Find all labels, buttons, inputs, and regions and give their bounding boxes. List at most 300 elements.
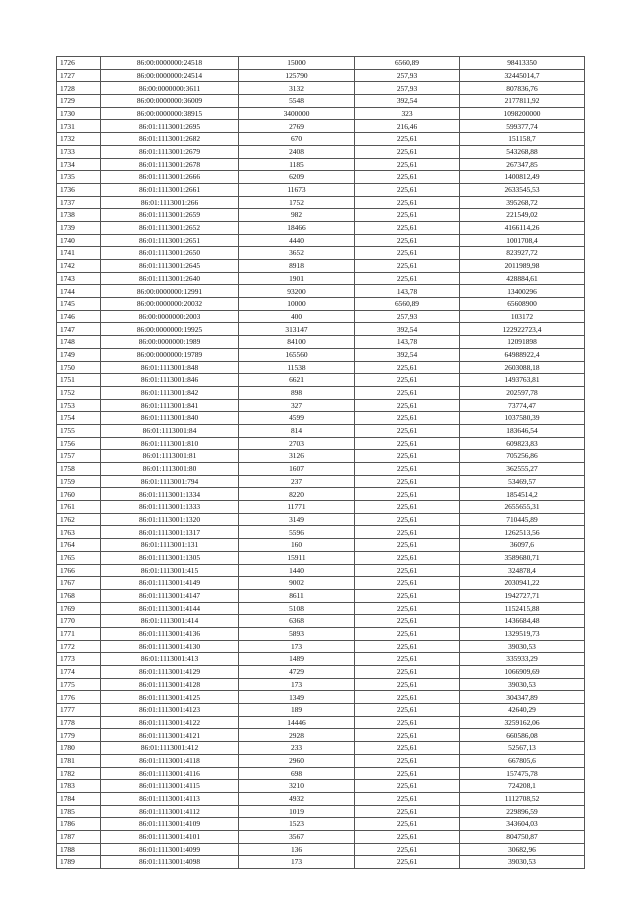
row-number-cell: 1727 xyxy=(57,69,101,82)
total-cell: 1493763,81 xyxy=(460,374,585,387)
row-number-cell: 1767 xyxy=(57,577,101,590)
table-row xyxy=(57,805,585,818)
cadastral-number-cell: 86:01:1113001:413 xyxy=(101,653,239,666)
table-row xyxy=(57,615,585,628)
table-row xyxy=(57,82,585,95)
table-row xyxy=(57,666,585,679)
cadastral-number-cell: 86:01:1113001:1334 xyxy=(101,488,239,501)
price-cell: 225,61 xyxy=(355,437,460,450)
total-cell: 660586,08 xyxy=(460,729,585,742)
price-cell: 225,61 xyxy=(355,196,460,209)
price-cell: 225,61 xyxy=(355,475,460,488)
quantity-cell: 189 xyxy=(239,704,355,717)
table-row xyxy=(57,234,585,247)
table-row xyxy=(57,374,585,387)
quantity-cell: 3567 xyxy=(239,830,355,843)
cadastral-number-cell: 86:01:1113001:412 xyxy=(101,742,239,755)
total-cell: 3259162,06 xyxy=(460,716,585,729)
cadastral-number-cell: 86:01:1113001:2652 xyxy=(101,221,239,234)
quantity-cell: 3149 xyxy=(239,513,355,526)
quantity-cell: 6368 xyxy=(239,615,355,628)
row-number-cell: 1733 xyxy=(57,145,101,158)
price-cell: 225,61 xyxy=(355,754,460,767)
price-cell: 225,61 xyxy=(355,488,460,501)
cadastral-number-cell: 86:01:1113001:4121 xyxy=(101,729,239,742)
cadastral-number-cell: 86:00:0000000:19925 xyxy=(101,323,239,336)
table-row xyxy=(57,792,585,805)
row-number-cell: 1769 xyxy=(57,602,101,615)
total-cell: 823927,72 xyxy=(460,247,585,260)
quantity-cell: 6621 xyxy=(239,374,355,387)
quantity-cell: 1019 xyxy=(239,805,355,818)
total-cell: 53469,57 xyxy=(460,475,585,488)
row-number-cell: 1761 xyxy=(57,501,101,514)
quantity-cell: 173 xyxy=(239,640,355,653)
table-row xyxy=(57,551,585,564)
price-cell: 225,61 xyxy=(355,539,460,552)
total-cell: 221549,02 xyxy=(460,209,585,222)
price-cell: 225,61 xyxy=(355,501,460,514)
quantity-cell: 93200 xyxy=(239,285,355,298)
table-row xyxy=(57,463,585,476)
total-cell: 52567,13 xyxy=(460,742,585,755)
total-cell: 543268,88 xyxy=(460,145,585,158)
row-number-cell: 1786 xyxy=(57,818,101,831)
row-number-cell: 1752 xyxy=(57,386,101,399)
total-cell: 12091898 xyxy=(460,336,585,349)
total-cell: 229896,59 xyxy=(460,805,585,818)
quantity-cell: 3210 xyxy=(239,780,355,793)
row-number-cell: 1738 xyxy=(57,209,101,222)
cadastral-number-cell: 86:01:1113001:1333 xyxy=(101,501,239,514)
table-row xyxy=(57,221,585,234)
table-row xyxy=(57,69,585,82)
cadastral-number-cell: 86:01:1113001:81 xyxy=(101,450,239,463)
cadastral-number-cell: 86:01:1113001:2661 xyxy=(101,183,239,196)
quantity-cell: 3400000 xyxy=(239,107,355,120)
quantity-cell: 2703 xyxy=(239,437,355,450)
row-number-cell: 1739 xyxy=(57,221,101,234)
row-number-cell: 1760 xyxy=(57,488,101,501)
cadastral-number-cell: 86:01:1113001:842 xyxy=(101,386,239,399)
quantity-cell: 1752 xyxy=(239,196,355,209)
table-row xyxy=(57,742,585,755)
cadastral-number-cell: 86:01:1113001:4149 xyxy=(101,577,239,590)
table-row xyxy=(57,133,585,146)
quantity-cell: 237 xyxy=(239,475,355,488)
row-number-cell: 1771 xyxy=(57,627,101,640)
price-cell: 225,61 xyxy=(355,742,460,755)
row-number-cell: 1782 xyxy=(57,767,101,780)
quantity-cell: 125790 xyxy=(239,69,355,82)
total-cell: 343604,03 xyxy=(460,818,585,831)
total-cell: 599377,74 xyxy=(460,120,585,133)
price-cell: 225,61 xyxy=(355,640,460,653)
cadastral-number-cell: 86:01:1113001:4136 xyxy=(101,627,239,640)
total-cell: 98413350 xyxy=(460,57,585,70)
total-cell: 2177811,92 xyxy=(460,95,585,108)
cadastral-number-cell: 86:01:1113001:414 xyxy=(101,615,239,628)
row-number-cell: 1773 xyxy=(57,653,101,666)
table-row xyxy=(57,247,585,260)
row-number-cell: 1737 xyxy=(57,196,101,209)
price-cell: 225,61 xyxy=(355,792,460,805)
table-body xyxy=(57,57,585,869)
row-number-cell: 1755 xyxy=(57,424,101,437)
total-cell: 1854514,2 xyxy=(460,488,585,501)
quantity-cell: 898 xyxy=(239,386,355,399)
cadastral-number-cell: 86:01:1113001:794 xyxy=(101,475,239,488)
cadastral-number-cell: 86:01:1113001:4113 xyxy=(101,792,239,805)
table-row xyxy=(57,602,585,615)
price-cell: 392,54 xyxy=(355,95,460,108)
row-number-cell: 1743 xyxy=(57,272,101,285)
price-cell: 225,61 xyxy=(355,221,460,234)
table-row xyxy=(57,627,585,640)
row-number-cell: 1726 xyxy=(57,57,101,70)
table-row xyxy=(57,437,585,450)
cadastral-number-cell: 86:01:1113001:1305 xyxy=(101,551,239,564)
quantity-cell: 2928 xyxy=(239,729,355,742)
table-row xyxy=(57,285,585,298)
total-cell: 267347,85 xyxy=(460,158,585,171)
cadastral-number-cell: 86:00:0000000:3611 xyxy=(101,82,239,95)
cadastral-number-cell: 86:01:1113001:84 xyxy=(101,424,239,437)
quantity-cell: 160 xyxy=(239,539,355,552)
table-row xyxy=(57,704,585,717)
quantity-cell: 1607 xyxy=(239,463,355,476)
table-row xyxy=(57,399,585,412)
cadastral-number-cell: 86:01:1113001:415 xyxy=(101,564,239,577)
total-cell: 202597,78 xyxy=(460,386,585,399)
price-cell: 225,61 xyxy=(355,767,460,780)
quantity-cell: 136 xyxy=(239,843,355,856)
total-cell: 151158,7 xyxy=(460,133,585,146)
price-cell: 225,61 xyxy=(355,589,460,602)
total-cell: 1436684,48 xyxy=(460,615,585,628)
price-cell: 225,61 xyxy=(355,526,460,539)
quantity-cell: 173 xyxy=(239,856,355,869)
table-row xyxy=(57,818,585,831)
row-number-cell: 1785 xyxy=(57,805,101,818)
quantity-cell: 8220 xyxy=(239,488,355,501)
quantity-cell: 11771 xyxy=(239,501,355,514)
row-number-cell: 1780 xyxy=(57,742,101,755)
table-row xyxy=(57,412,585,425)
total-cell: 103172 xyxy=(460,310,585,323)
quantity-cell: 1185 xyxy=(239,158,355,171)
cadastral-number-cell: 86:01:1113001:1320 xyxy=(101,513,239,526)
row-number-cell: 1745 xyxy=(57,298,101,311)
total-cell: 2011989,98 xyxy=(460,260,585,273)
total-cell: 2655655,31 xyxy=(460,501,585,514)
cadastral-number-cell: 86:00:0000000:12991 xyxy=(101,285,239,298)
total-cell: 73774,47 xyxy=(460,399,585,412)
price-cell: 225,61 xyxy=(355,856,460,869)
cadastral-number-cell: 86:01:1113001:4130 xyxy=(101,640,239,653)
row-number-cell: 1779 xyxy=(57,729,101,742)
row-number-cell: 1775 xyxy=(57,678,101,691)
row-number-cell: 1749 xyxy=(57,348,101,361)
cadastral-number-cell: 86:01:1113001:4122 xyxy=(101,716,239,729)
price-cell: 225,61 xyxy=(355,843,460,856)
total-cell: 1942727,71 xyxy=(460,589,585,602)
price-cell: 225,61 xyxy=(355,158,460,171)
quantity-cell: 15000 xyxy=(239,57,355,70)
price-cell: 392,54 xyxy=(355,348,460,361)
table-row xyxy=(57,843,585,856)
row-number-cell: 1741 xyxy=(57,247,101,260)
table-row xyxy=(57,158,585,171)
table-row xyxy=(57,361,585,374)
quantity-cell: 6209 xyxy=(239,171,355,184)
row-number-cell: 1770 xyxy=(57,615,101,628)
quantity-cell: 400 xyxy=(239,310,355,323)
price-cell: 225,61 xyxy=(355,615,460,628)
row-number-cell: 1734 xyxy=(57,158,101,171)
cadastral-number-cell: 86:01:1113001:4112 xyxy=(101,805,239,818)
total-cell: 807836,76 xyxy=(460,82,585,95)
cadastral-number-cell: 86:01:1113001:2682 xyxy=(101,133,239,146)
table-row xyxy=(57,501,585,514)
total-cell: 1112708,52 xyxy=(460,792,585,805)
cadastral-number-cell: 86:01:1113001:4118 xyxy=(101,754,239,767)
total-cell: 1037580,39 xyxy=(460,412,585,425)
quantity-cell: 814 xyxy=(239,424,355,437)
quantity-cell: 670 xyxy=(239,133,355,146)
quantity-cell: 8611 xyxy=(239,589,355,602)
price-cell: 225,61 xyxy=(355,805,460,818)
row-number-cell: 1751 xyxy=(57,374,101,387)
price-cell: 257,93 xyxy=(355,82,460,95)
row-number-cell: 1774 xyxy=(57,666,101,679)
total-cell: 4166114,26 xyxy=(460,221,585,234)
cadastral-number-cell: 86:01:1113001:2659 xyxy=(101,209,239,222)
price-cell: 6560,89 xyxy=(355,57,460,70)
total-cell: 1400812,49 xyxy=(460,171,585,184)
cadastral-number-cell: 86:00:0000000:24514 xyxy=(101,69,239,82)
table-row xyxy=(57,767,585,780)
total-cell: 1329519,73 xyxy=(460,627,585,640)
row-number-cell: 1776 xyxy=(57,691,101,704)
table-row xyxy=(57,780,585,793)
table-row xyxy=(57,856,585,869)
row-number-cell: 1766 xyxy=(57,564,101,577)
cadastral-number-cell: 86:01:1113001:4116 xyxy=(101,767,239,780)
price-cell: 225,61 xyxy=(355,577,460,590)
total-cell: 324878,4 xyxy=(460,564,585,577)
row-number-cell: 1730 xyxy=(57,107,101,120)
price-cell: 225,61 xyxy=(355,247,460,260)
table-row xyxy=(57,539,585,552)
cadastral-number-cell: 86:01:1113001:840 xyxy=(101,412,239,425)
table-row xyxy=(57,209,585,222)
quantity-cell: 18466 xyxy=(239,221,355,234)
cadastral-number-cell: 86:01:1113001:4109 xyxy=(101,818,239,831)
table-row xyxy=(57,386,585,399)
table-row xyxy=(57,183,585,196)
row-number-cell: 1777 xyxy=(57,704,101,717)
table-row xyxy=(57,513,585,526)
table-row xyxy=(57,348,585,361)
quantity-cell: 11538 xyxy=(239,361,355,374)
quantity-cell: 1349 xyxy=(239,691,355,704)
row-number-cell: 1729 xyxy=(57,95,101,108)
total-cell: 2030941,22 xyxy=(460,577,585,590)
quantity-cell: 2408 xyxy=(239,145,355,158)
price-cell: 225,61 xyxy=(355,716,460,729)
row-number-cell: 1758 xyxy=(57,463,101,476)
price-cell: 225,61 xyxy=(355,780,460,793)
price-cell: 143,78 xyxy=(355,336,460,349)
cadastral-number-cell: 86:01:1113001:841 xyxy=(101,399,239,412)
row-number-cell: 1744 xyxy=(57,285,101,298)
table-row xyxy=(57,450,585,463)
price-cell: 225,61 xyxy=(355,424,460,437)
total-cell: 65608900 xyxy=(460,298,585,311)
table-row xyxy=(57,196,585,209)
table-row xyxy=(57,729,585,742)
quantity-cell: 1523 xyxy=(239,818,355,831)
price-cell: 392,54 xyxy=(355,323,460,336)
row-number-cell: 1762 xyxy=(57,513,101,526)
quantity-cell: 698 xyxy=(239,767,355,780)
quantity-cell: 14446 xyxy=(239,716,355,729)
cadastral-number-cell: 86:00:0000000:19789 xyxy=(101,348,239,361)
quantity-cell: 173 xyxy=(239,678,355,691)
row-number-cell: 1728 xyxy=(57,82,101,95)
quantity-cell: 327 xyxy=(239,399,355,412)
table-row xyxy=(57,272,585,285)
row-number-cell: 1788 xyxy=(57,843,101,856)
cadastral-number-cell: 86:01:1113001:4125 xyxy=(101,691,239,704)
price-cell: 225,61 xyxy=(355,272,460,285)
cadastral-number-cell: 86:00:0000000:20032 xyxy=(101,298,239,311)
row-number-cell: 1742 xyxy=(57,260,101,273)
quantity-cell: 4440 xyxy=(239,234,355,247)
price-cell: 257,93 xyxy=(355,310,460,323)
price-cell: 216,46 xyxy=(355,120,460,133)
quantity-cell: 3132 xyxy=(239,82,355,95)
row-number-cell: 1768 xyxy=(57,589,101,602)
table-row xyxy=(57,171,585,184)
cadastral-number-cell: 86:01:1113001:80 xyxy=(101,463,239,476)
price-cell: 225,61 xyxy=(355,374,460,387)
row-number-cell: 1746 xyxy=(57,310,101,323)
price-cell: 225,61 xyxy=(355,386,460,399)
total-cell: 2633545,53 xyxy=(460,183,585,196)
price-cell: 225,61 xyxy=(355,209,460,222)
row-number-cell: 1759 xyxy=(57,475,101,488)
quantity-cell: 84100 xyxy=(239,336,355,349)
row-number-cell: 1731 xyxy=(57,120,101,133)
table-row xyxy=(57,95,585,108)
price-cell: 225,61 xyxy=(355,830,460,843)
quantity-cell: 3652 xyxy=(239,247,355,260)
quantity-cell: 15911 xyxy=(239,551,355,564)
total-cell: 183646,54 xyxy=(460,424,585,437)
cadastral-number-cell: 86:01:1113001:846 xyxy=(101,374,239,387)
row-number-cell: 1778 xyxy=(57,716,101,729)
row-number-cell: 1756 xyxy=(57,437,101,450)
total-cell: 42640,29 xyxy=(460,704,585,717)
total-cell: 304347,89 xyxy=(460,691,585,704)
price-cell: 225,61 xyxy=(355,678,460,691)
cadastral-number-cell: 86:00:0000000:36009 xyxy=(101,95,239,108)
row-number-cell: 1783 xyxy=(57,780,101,793)
total-cell: 710445,89 xyxy=(460,513,585,526)
table-row xyxy=(57,716,585,729)
row-number-cell: 1789 xyxy=(57,856,101,869)
table-row xyxy=(57,577,585,590)
price-cell: 225,61 xyxy=(355,260,460,273)
price-cell: 225,61 xyxy=(355,602,460,615)
table-row xyxy=(57,475,585,488)
price-cell: 225,61 xyxy=(355,133,460,146)
quantity-cell: 5548 xyxy=(239,95,355,108)
cadastral-number-cell: 86:01:1113001:4115 xyxy=(101,780,239,793)
quantity-cell: 5596 xyxy=(239,526,355,539)
row-number-cell: 1772 xyxy=(57,640,101,653)
table-row xyxy=(57,526,585,539)
cadastral-number-cell: 86:01:1113001:2678 xyxy=(101,158,239,171)
row-number-cell: 1757 xyxy=(57,450,101,463)
total-cell: 804750,87 xyxy=(460,830,585,843)
table-row xyxy=(57,488,585,501)
row-number-cell: 1740 xyxy=(57,234,101,247)
total-cell: 428884,61 xyxy=(460,272,585,285)
total-cell: 667805,6 xyxy=(460,754,585,767)
cadastral-number-cell: 86:01:1113001:2695 xyxy=(101,120,239,133)
table-row xyxy=(57,57,585,70)
total-cell: 1066909,69 xyxy=(460,666,585,679)
row-number-cell: 1732 xyxy=(57,133,101,146)
cadastral-number-cell: 86:01:1113001:4129 xyxy=(101,666,239,679)
row-number-cell: 1748 xyxy=(57,336,101,349)
total-cell: 705256,86 xyxy=(460,450,585,463)
table-row xyxy=(57,754,585,767)
table-row xyxy=(57,691,585,704)
quantity-cell: 233 xyxy=(239,742,355,755)
price-cell: 225,61 xyxy=(355,145,460,158)
row-number-cell: 1787 xyxy=(57,830,101,843)
total-cell: 39030,53 xyxy=(460,678,585,691)
table-row xyxy=(57,107,585,120)
cadastral-number-cell: 86:01:1113001:810 xyxy=(101,437,239,450)
price-cell: 143,78 xyxy=(355,285,460,298)
cadastral-number-cell: 86:01:1113001:4128 xyxy=(101,678,239,691)
price-cell: 225,61 xyxy=(355,463,460,476)
price-cell: 6560,89 xyxy=(355,298,460,311)
quantity-cell: 2960 xyxy=(239,754,355,767)
table-row xyxy=(57,678,585,691)
cadastral-number-cell: 86:00:0000000:1989 xyxy=(101,336,239,349)
total-cell: 724208,1 xyxy=(460,780,585,793)
cadastral-number-cell: 86:00:0000000:2003 xyxy=(101,310,239,323)
quantity-cell: 2769 xyxy=(239,120,355,133)
cadastral-number-cell: 86:01:1113001:848 xyxy=(101,361,239,374)
cadastral-number-cell: 86:01:1113001:4098 xyxy=(101,856,239,869)
quantity-cell: 4599 xyxy=(239,412,355,425)
cadastral-number-cell: 86:01:1113001:4147 xyxy=(101,589,239,602)
table-row xyxy=(57,310,585,323)
price-cell: 225,61 xyxy=(355,666,460,679)
total-cell: 122922723,4 xyxy=(460,323,585,336)
price-cell: 225,61 xyxy=(355,704,460,717)
total-cell: 335933,29 xyxy=(460,653,585,666)
cadastral-number-cell: 86:01:1113001:2679 xyxy=(101,145,239,158)
quantity-cell: 1901 xyxy=(239,272,355,285)
